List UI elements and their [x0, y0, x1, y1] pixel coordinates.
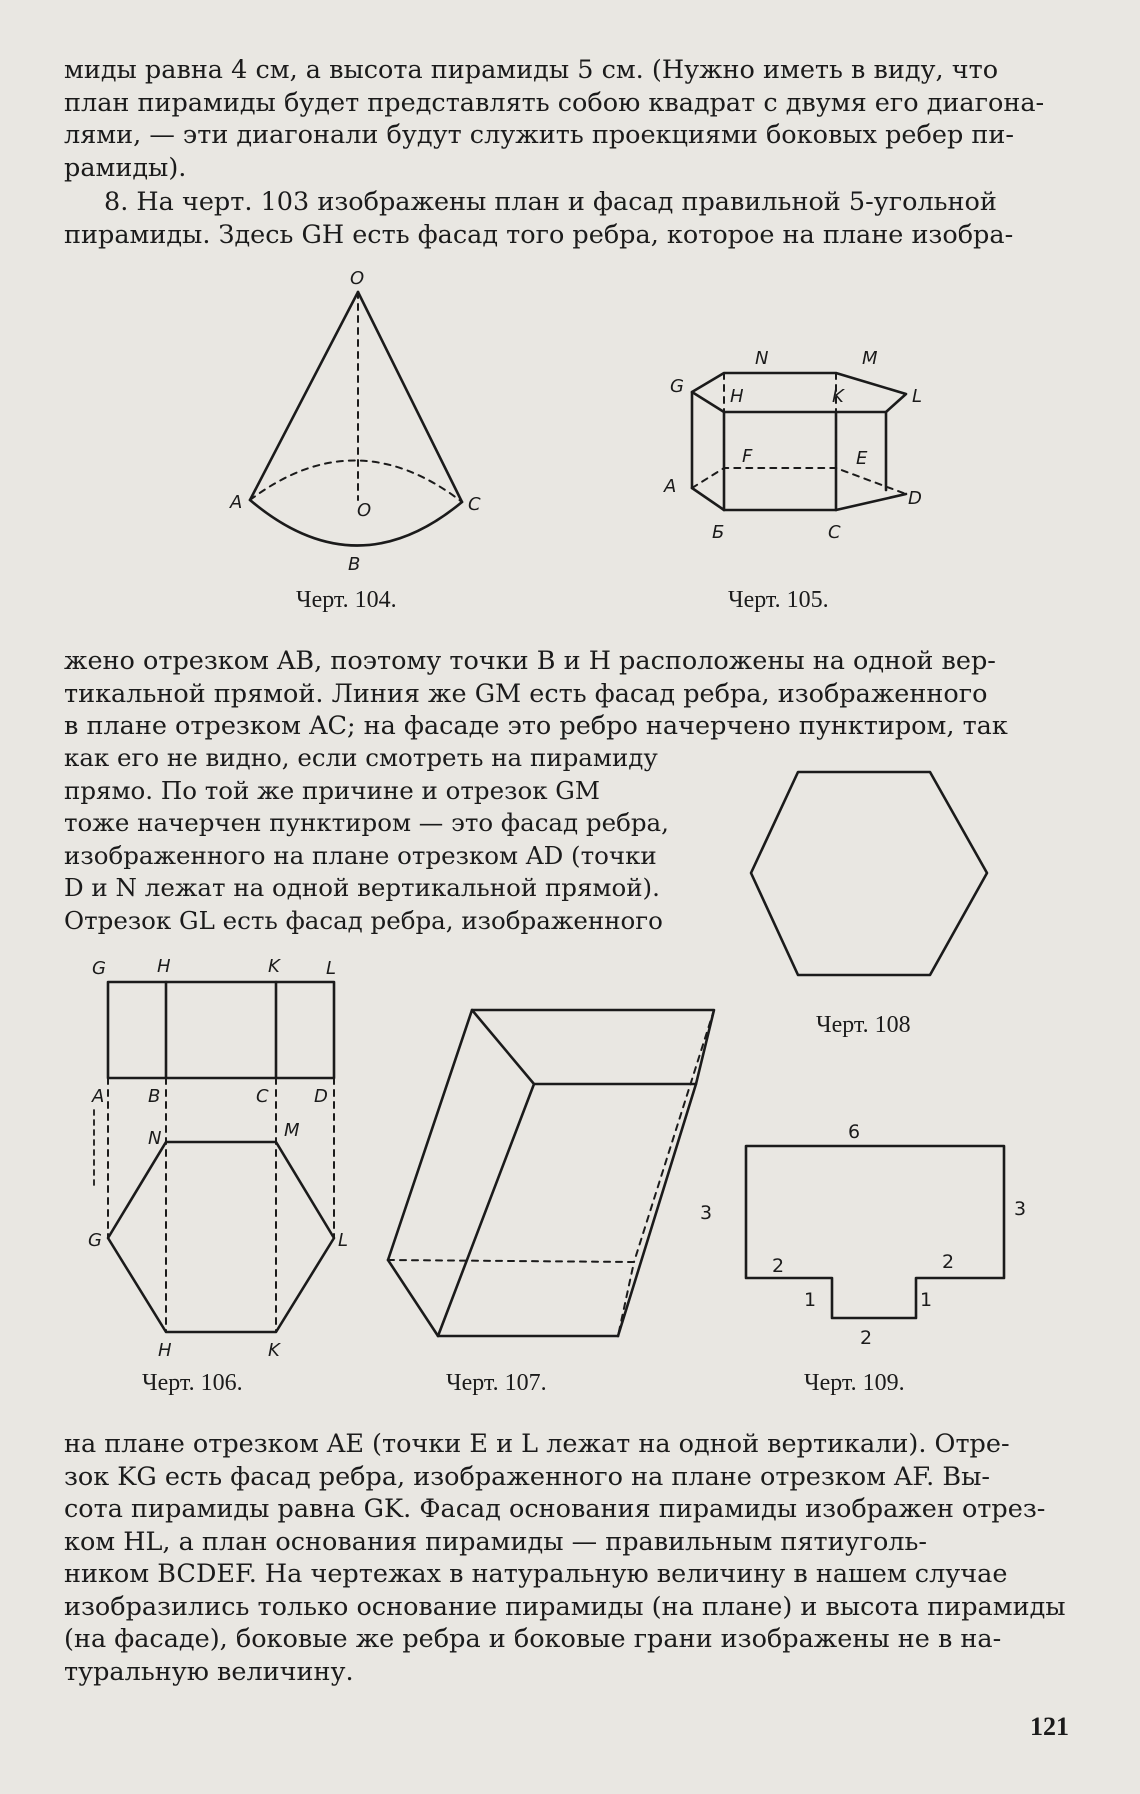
text-line: сота пирамиды равна GK. Фасад основания пирамиды изображен отрез- — [64, 1494, 1046, 1524]
text-line: план пирамиды будет представлять собою квадрат с двумя его диагона- — [64, 87, 1045, 118]
label-m106: M — [284, 1120, 300, 1141]
label-e: E — [856, 448, 868, 469]
label-b105: Б — [712, 522, 725, 543]
dim-top: 6 — [848, 1121, 861, 1143]
page-number: 121 — [1030, 1712, 1069, 1741]
text-line: на плане отрезком AE (точки E и L лежат на одной вертикали). Отре- — [64, 1429, 1010, 1459]
facade-rect — [108, 982, 334, 1078]
label-c106: C — [256, 1086, 269, 1107]
dim-left: 3 — [700, 1202, 713, 1224]
label-g: G — [670, 376, 684, 397]
prism-bottom-front — [388, 1260, 618, 1336]
label-b106: B — [148, 1086, 161, 1107]
label-a105: А — [664, 476, 677, 497]
text-line: ком HL, а план основания пирамиды — правильным пятиуголь- — [64, 1526, 927, 1557]
prism-edge — [618, 1084, 696, 1336]
text-line: жено отрезком AB, поэтому точки B и H расположены на одной вер- — [64, 646, 996, 676]
caption-fig104: Черт. 104. — [296, 587, 397, 613]
text-line: туральную величину. — [64, 1656, 354, 1687]
label-k106-plan: K — [268, 1340, 280, 1361]
label-c: C — [468, 494, 481, 515]
label-g106-plan: G — [88, 1230, 102, 1251]
t-shape — [746, 1146, 1004, 1318]
plan-hexagon — [108, 1142, 334, 1332]
label-a106: A — [92, 1086, 105, 1107]
caption-fig108: Черт. 108 — [816, 1012, 911, 1038]
fig109-shape — [700, 1121, 1026, 1349]
label-m: M — [862, 348, 878, 369]
text-line: тоже начерчен пунктиром — это фасад ребра, — [64, 808, 669, 837]
label-l106-plan: L — [338, 1230, 349, 1251]
label-d106: D — [314, 1086, 328, 1107]
label-k106: K — [268, 956, 280, 977]
label-f: F — [742, 446, 753, 467]
label-k: K — [832, 386, 844, 407]
text-line: D и N лежат на одной вертикальной прямой). — [64, 873, 660, 902]
dim-bottom: 2 — [860, 1327, 873, 1349]
text-line: (на фасаде), боковые же ребра и боковые грани изображены не в на- — [64, 1624, 1002, 1654]
prism-hidden-edge — [634, 1010, 714, 1262]
text-line: изображенного на плане отрезком AD (точки — [64, 840, 657, 870]
fig106-drawing — [88, 956, 348, 1361]
dim-notch-right: 2 — [942, 1251, 955, 1273]
text-line: прямо. По той же причине и отрезок GM — [64, 775, 600, 805]
label-o-center: O — [357, 500, 372, 521]
caption-fig109: Черт. 109. — [804, 1370, 905, 1396]
label-c105: С — [828, 522, 841, 543]
caption-fig105: Черт. 105. — [728, 587, 829, 613]
text-line: 8. На черт. 103 изображены план и фасад правильной 5-угольной — [104, 187, 997, 217]
prism-bottom-back — [388, 1260, 634, 1336]
dim-depth-left: 1 — [804, 1289, 817, 1311]
text-line: в плане отрезком AC; на фасаде это ребро начерчено пунктиром, так — [64, 711, 1008, 741]
label-n106: N — [148, 1128, 162, 1149]
prism-edge — [388, 1010, 472, 1260]
label-h106: H — [157, 956, 171, 977]
prism-top-face — [472, 1010, 714, 1084]
fig108-hexagon — [751, 772, 987, 975]
caption-fig107: Черт. 107. — [446, 1370, 547, 1396]
dim-notch-left: 2 — [772, 1255, 785, 1277]
label-b: B — [348, 554, 361, 575]
text-line: миды равна 4 см, а высота пирамиды 5 см. (Нужно иметь в виду, что — [64, 55, 999, 85]
label-h: H — [730, 386, 744, 407]
fig104-cone — [229, 268, 481, 575]
prism-edge — [438, 1084, 534, 1336]
label-n: N — [755, 348, 769, 369]
dim-depth-right: 1 — [920, 1289, 933, 1311]
text-line: ником BCDEF. На чертежах в натуральную величину в нашем случае — [64, 1559, 1008, 1589]
label-o-top: O — [350, 268, 365, 289]
cone-base-front — [250, 500, 462, 546]
label-d105: D — [908, 488, 922, 509]
text-line: изобразились только основание пирамиды (на плане) и высота пирамиды — [64, 1591, 1066, 1622]
caption-fig106: Черт. 106. — [142, 1370, 243, 1396]
text-line: Отрезок GL есть фасад ребра, изображенного — [64, 905, 663, 935]
label-l: L — [912, 386, 923, 407]
fig105-prism — [663, 348, 922, 543]
text-line: пирамиды. Здесь GH есть фасад того ребра, которое на плане изобра- — [64, 219, 1014, 250]
text-line: тикальной прямой. Линия же GM есть фасад ребра, изображенного — [64, 678, 988, 709]
dim-right: 3 — [1014, 1198, 1027, 1220]
label-g106: G — [92, 958, 106, 979]
text-line: как его не видно, если смотреть на пирамиду — [64, 743, 658, 772]
label-a: A — [230, 492, 243, 513]
cone-base-back — [250, 460, 462, 502]
text-line: зок KG есть фасад ребра, изображенного на плане отрезком AF. Вы- — [64, 1461, 991, 1492]
label-h106-plan: H — [158, 1340, 172, 1361]
text-line: рамиды). — [64, 152, 187, 183]
fig107-prism — [388, 1010, 714, 1336]
label-l106: L — [326, 958, 337, 979]
text-line: лями, — эти диагонали будут служить проекциями боковых ребер пи- — [64, 120, 1014, 150]
